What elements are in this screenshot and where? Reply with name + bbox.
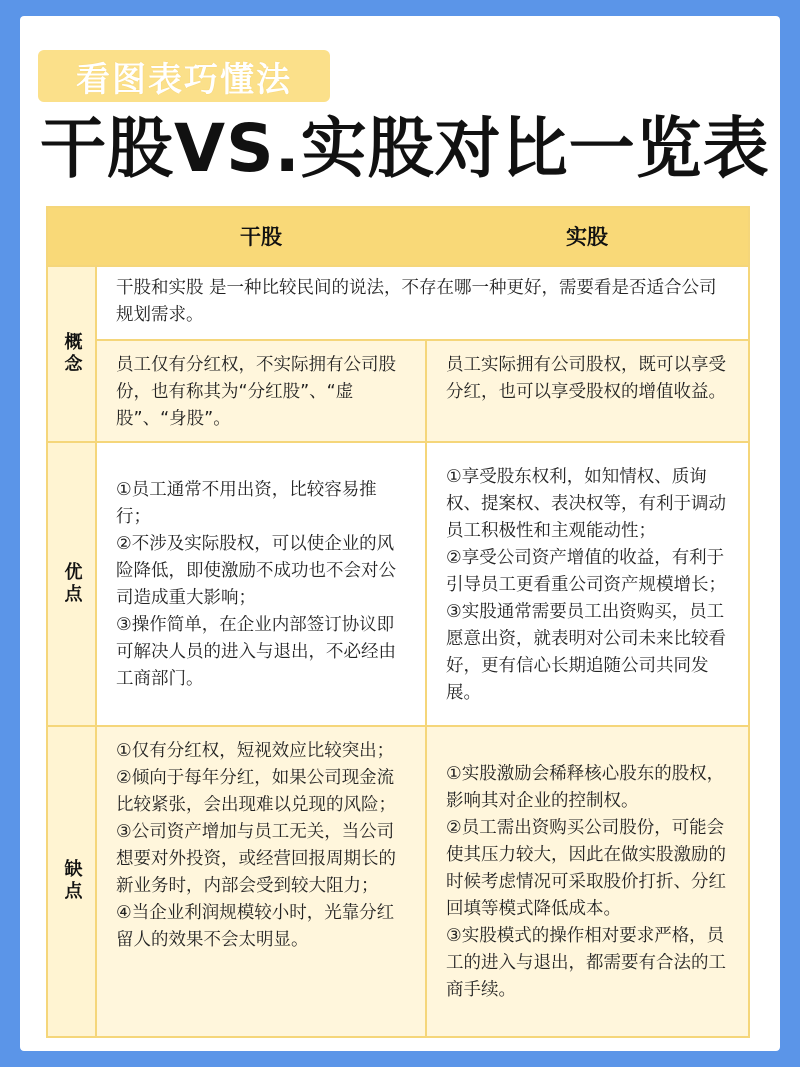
header-dry-shares: 干股 [96,208,426,266]
concept-shared-text: 干股和实股 是一种比较民间的说法，不存在哪一种更好，需要看是否适合公司规划需求。 [96,266,748,340]
concept-real-text: 员工实际拥有公司股权，既可以享受分红，也可以享受股权的增值收益。 [426,340,748,442]
comparison-table [46,206,750,1038]
row-label-concept: 概念 [48,266,96,442]
header-corner [48,208,96,266]
page-title: 干股VS.实股对比一览表 [40,110,770,187]
cons-dry-text: ①仅有分红权，短视效应比较突出； ②倾向于每年分红，如果公司现金流比较紧张，会出现难以兑现的风险； ③公司资产增加与员工无关，当公司想要对外投资，或经营回报周期长的新业务时，内部会受到较大阻力； ④当企业利润规模较小时，光靠分红留人的效果不会太明显。 [96,726,426,1036]
cons-real-text: ①实股激励会稀释核心股东的股权，影响其对企业的控制权。 ②员工需出资购买公司股份，可能会使其压力较大，因此在做实股激励的时候考虑情况可采取股价打折、分红回填等模式降低成本。 ③实股模式的操作相对要求严格，员工的进入与退出，都需要有合法的工商手续。 [426,726,748,1036]
header-real-shares: 实股 [426,208,748,266]
divider [48,441,748,443]
concept-dry-text: 员工仅有分红权，不实际拥有公司股份，也有称其为“分红股”、“虚股”、“身股”。 [96,340,426,442]
category-tag: 看图表巧懂法 [38,50,330,102]
pros-real-text: ①享受股东权利，如知情权、质询权、提案权、表决权等，有利于调动员工积极性和主观能动性； ②享受公司资产增值的收益，有利于引导员工更看重公司资产规模增长； ③实股通常需要员工出资购买，员工愿意出资，就表明对公司未来比较看好，更有信心长期追随公司共同发展。 [426,442,748,726]
divider [95,266,97,1036]
pros-dry-text: ①员工通常不用出资，比较容易推行； ②不涉及实际股权，可以使企业的风险降低，即使激励不成功也不会对公司造成重大影响； ③操作简单，在企业内部签订协议即可解决人员的进入与退出，不必经由工商部门。 [96,442,426,726]
divider [425,340,427,1036]
divider [48,265,748,267]
row-label-cons: 缺点 [48,726,96,1036]
divider [96,339,748,341]
row-label-pros: 优点 [48,442,96,726]
divider [48,725,748,727]
